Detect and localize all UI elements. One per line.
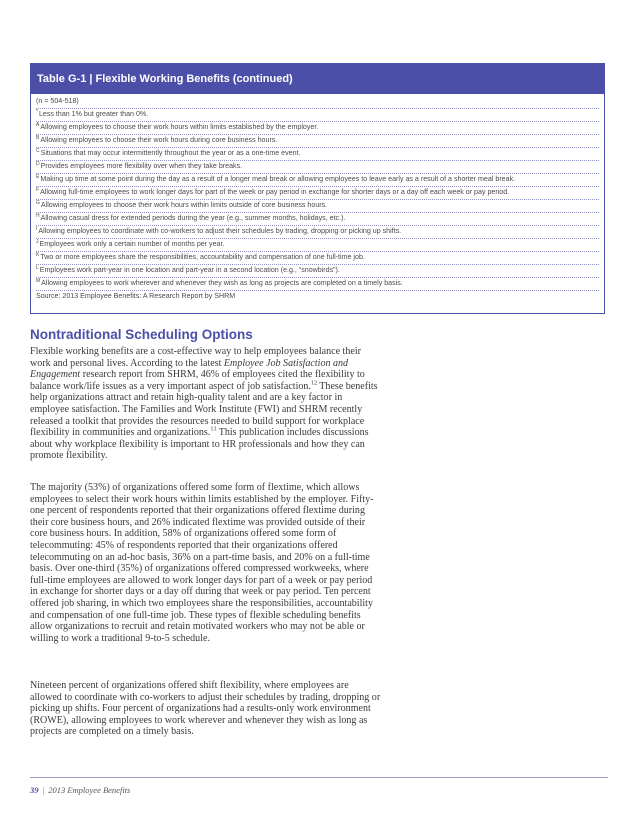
footnote-ref-13: 13 [210,426,217,433]
paragraph-2: The majority (53%) of organizations offered some form of flextime, which allows employees to select their work hours within limits established by the employer. Fifty-one percent of respondents reported that their organizations offered flextime during their core business hours, and 26% indicated flextime was provided outside of their core business hours. In addition, 58% of organizations offered some form of telecommuting: 45% of respondents reported that their organizations offered telecommuting on an ad-hoc basis, 36% on a part-time basis, and 20% on a full-time basis. Over one-third (35%) of organizations offered compressed workweeks, where full-time employees are allowed to work longer days for part of a week or pay period in exchange for shorter days or a day off during that week or pay period. Ten percent offered job sharing, in which two employees share the responsibilities, accountability and compensation of one full-time job. These types of flexible scheduling benefits allow organizations to recruit and retain motivated workers who may not be able or willing to work a traditional 9-to-5 schedule. [30,482,374,644]
footnote-row [36,252,599,265]
footnote-text: Employees work only a certain number of months per year. [39,240,225,249]
footnote-text: (n = 504-518) [36,97,79,106]
footer-separator: | [42,785,45,795]
footnote-text: Two or more employees share the responsibilities, accountability and compensation of one full-time job. [40,253,365,262]
paragraph-1-text-d: This publication includes discussions about why workplace flexibility is important to HR professionals and how they can promote flexibility. [30,427,369,462]
footnote-mark: L [36,264,39,271]
footnote-row [36,161,599,174]
footer-rule [30,777,608,778]
table-title: Table G-1 | Flexible Working Benefits (continued) [31,64,604,94]
footnote-text: Allowing employees to work wherever and whenever they wish as long as projects are completed on a timely basis. [41,279,403,288]
footnote-mark: H [36,212,40,219]
report-title: Employee Job Satisfaction and Engagement [30,357,349,381]
footnote-mark: G [36,199,40,206]
footnote-mark: J [36,238,39,245]
footnote-text: Allowing employees to choose their work hours within limits outside of core business hours. [40,201,328,210]
footnote-mark: F [36,186,40,193]
footnote-row [36,200,599,213]
footnote-text: Allowing employees to coordinate with co-workers to adjust their schedules by trading, dropping or picking up shifts. [38,227,402,236]
footnote-row [36,265,599,278]
footnote-text: Situations that may occur intermittently throughout the year or as a one-time event. [40,149,301,158]
page-number: 39 [30,785,39,795]
footnote-mark: C [36,147,40,154]
footnote-text: Allowing employees to choose their work hours during core business hours. [40,136,278,145]
footnote-row [36,122,599,135]
footnote-mark: K [36,251,40,258]
paragraph-1-text-b: research report from SHRM, 46% of employees cited the flexibility to balance work/life issues as a very important aspect of job satisfaction. [30,369,365,392]
footnote-mark: M [36,277,41,284]
footnote-ref-12: 12 [310,380,317,387]
footnote-text: Allowing employees to choose their work hours within limits established by the employer. [40,123,319,132]
footnote-mark: B [36,134,40,141]
footnote-row [36,239,599,252]
footnote-row [36,187,599,200]
paragraph-1-text-c: These benefits help organizations attract and retain high-quality talent and are a key factor in employee satisfaction. The Families and Work Institute (FWI) and SHRM recently released a toolkit that provides the resources needed to build support for workplace flexibility in communities and organizations. [30,380,378,439]
footnote-row [36,109,599,122]
footnote-mark: * [36,109,38,116]
footnote-text: Allowing casual dress for extended periods during the year (e.g., summer months, holidays, etc.). [40,214,346,223]
footnote-row [36,226,599,239]
footnote-text: Allowing full-time employees to work longer days for part of the week or pay period in exchange for shorter days or a day off each week or pay period. [40,188,510,197]
footnote-row [36,135,599,148]
footer-title: 2013 Employee Benefits [48,785,131,795]
paragraph-3: Nineteen percent of organizations offered shift flexibility, where employees are allowed to coordinate with co-workers to adjust their schedules by trading, dropping or picking up shifts. Four percent of organizations had a results-only work environment (ROWE), allowing employees to work wherever and whenever they wish as long as projects are completed on a timely basis. [30,680,381,738]
table-footnotes [31,94,604,303]
footnote-row [36,174,599,187]
footnote-text: Employees work part-year in one location and part-year in a second location (e.g., “snowbirds”). [39,266,340,275]
footnote-row [36,96,599,109]
page-footer [30,785,130,795]
footnote-row [36,278,599,291]
footnote-mark: E [36,173,40,180]
footnote-text: Less than 1% but greater than 0%. [38,110,149,119]
footnote-text: Provides employees more flexibility over when they take breaks. [40,162,243,171]
footnote-mark: I [36,225,38,232]
footnote-row [36,148,599,161]
table-g1-box [30,63,605,314]
footnote-row [36,213,599,226]
paragraph-1-text-a: Flexible working benefits are a cost-effective way to help employees balance their work and personal lives. According to the latest [30,346,361,369]
footnote-mark: D [36,160,40,167]
footnote-text: Making up time at some point during the day as a result of a longer meal break or allowing employees to leave early as a result of a shorter meal break. [40,175,516,184]
section-heading: Nontraditional Scheduling Options [30,327,253,342]
paragraph-1 [30,346,382,462]
table-source: Source: 2013 Employee Benefits: A Research Report by SHRM [36,292,236,301]
footnote-mark: A [36,122,40,128]
